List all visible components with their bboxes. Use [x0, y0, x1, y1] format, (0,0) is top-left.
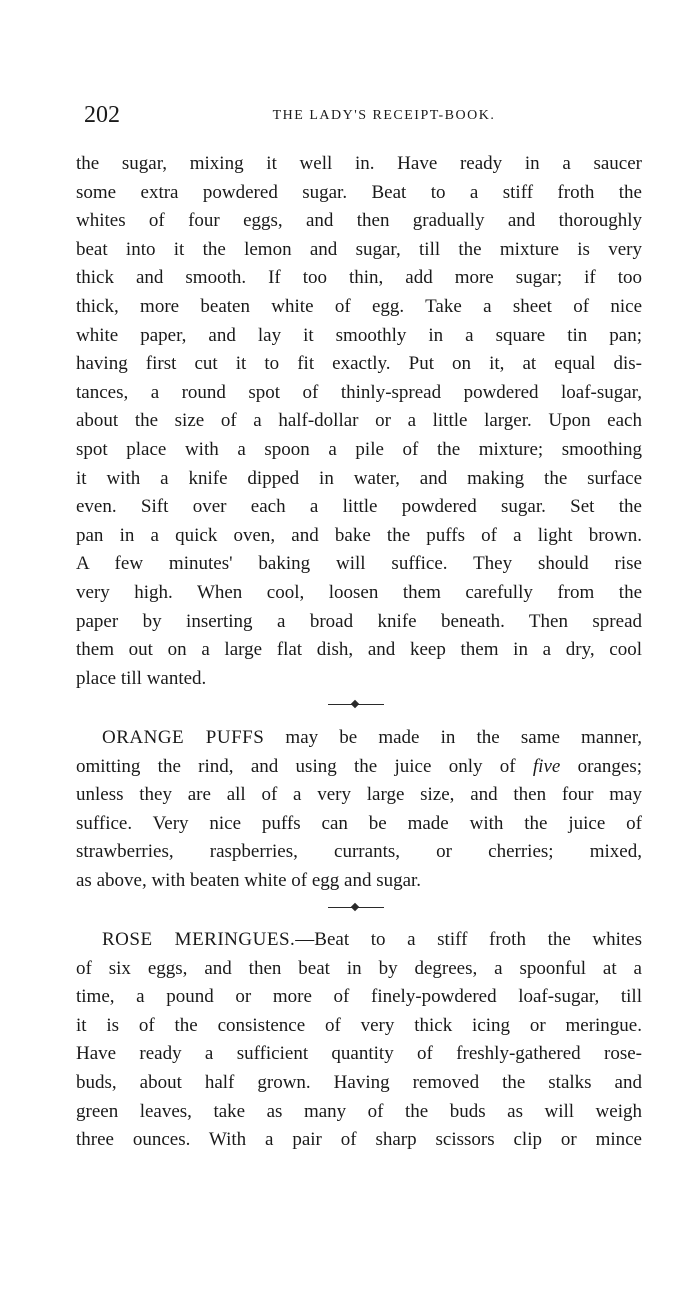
- text-line: strawberries, raspberries, currants, or cherries; mixed,: [76, 841, 642, 863]
- recipe-title: ORANGE PUFFS: [102, 727, 265, 748]
- text-line: [76, 724, 642, 753]
- recipe-continuation-paragraph: [76, 150, 642, 693]
- text-line: tances, a round spot of thinly-spread powdered loaf-sugar,: [76, 381, 642, 403]
- text-line: whites of four eggs, and then gradually and thoroughly: [76, 210, 642, 232]
- text-line: some extra powdered sugar. Beat to a stiff froth the: [76, 181, 642, 203]
- text-line: very high. When cool, loosen them carefully from the: [76, 581, 642, 603]
- text-line: thick and smooth. If too thin, add more sugar; if too: [76, 267, 642, 289]
- text-line: the sugar, mixing it well in. Have ready in a saucer: [76, 153, 642, 174]
- text-line: even. Sift over each a little powdered sugar. Set the: [76, 496, 642, 518]
- text-line: thick, more beaten white of egg. Take a sheet of nice: [76, 295, 642, 317]
- text-line: paper by inserting a broad knife beneath. Then spread: [76, 610, 642, 632]
- text-line: about the size of a half-dollar or a little larger. Upon each: [76, 410, 642, 432]
- text-line: green leaves, take as many of the buds as will weigh: [76, 1100, 642, 1122]
- diamond-ornament-icon: [351, 903, 359, 911]
- running-title: THE LADY'S RECEIPT-BOOK.: [272, 108, 496, 123]
- text-line: buds, about half grown. Having removed the stalks and: [76, 1071, 642, 1093]
- text-line: three ounces. With a pair of sharp scissors clip or mince: [76, 1129, 642, 1151]
- text-line: it is of the consistence of very thick icing or meringue.: [76, 1014, 642, 1036]
- text-line: time, a pound or more of finely-powdered loaf-sugar, till: [76, 986, 642, 1008]
- text-line: unless they are all of a very large size, and then four may: [76, 784, 642, 806]
- text-line: of six eggs, and then beat in by degrees, a spoonful at a: [76, 957, 642, 979]
- text-line: [76, 926, 642, 955]
- text-line: spot place with a spoon a pile of the mixture; smoothing: [76, 438, 642, 460]
- text-line: pan in a quick oven, and bake the puffs of a light brown.: [76, 524, 642, 546]
- text-line: it with a knife dipped in water, and making the surface: [76, 467, 642, 489]
- page-number: 202: [84, 102, 120, 128]
- text-line: beat into it the lemon and sugar, till the mixture is very: [76, 238, 642, 260]
- text-line: them out on a large flat dish, and keep them in a dry, cool: [76, 639, 642, 661]
- text-fragment: may be made in the same manner,: [264, 727, 642, 748]
- text-fragment: —Beat to a stiff froth the whites: [295, 929, 642, 950]
- text-line: having first cut it to fit exactly. Put on it, at equal dis-: [76, 353, 642, 375]
- text-line: as above, with beaten white of egg and sugar.: [76, 869, 422, 891]
- section-divider: [328, 903, 384, 913]
- text-line: place till wanted.: [76, 667, 207, 689]
- page-header: [84, 100, 644, 132]
- recipe-title: ROSE MERINGUES.: [102, 929, 296, 950]
- orange-puffs-paragraph: [76, 724, 642, 896]
- text-line: suffice. Very nice puffs can be made with the juice of: [76, 812, 642, 834]
- emphasis-text: five: [532, 755, 561, 777]
- diamond-ornament-icon: [351, 700, 359, 708]
- text-fragment: oranges;: [560, 755, 642, 777]
- text-line: Have ready a sufficient quantity of freshly-gathered rose-: [76, 1043, 642, 1065]
- text-fragment: omitting the rind, and using the juice only of: [76, 755, 533, 777]
- text-line: [76, 753, 642, 782]
- text-line: white paper, and lay it smoothly in a square tin pan;: [76, 324, 642, 346]
- section-divider: [328, 700, 384, 710]
- text-line: A few minutes' baking will suffice. They should rise: [76, 553, 642, 575]
- rose-meringues-paragraph: [76, 926, 642, 1155]
